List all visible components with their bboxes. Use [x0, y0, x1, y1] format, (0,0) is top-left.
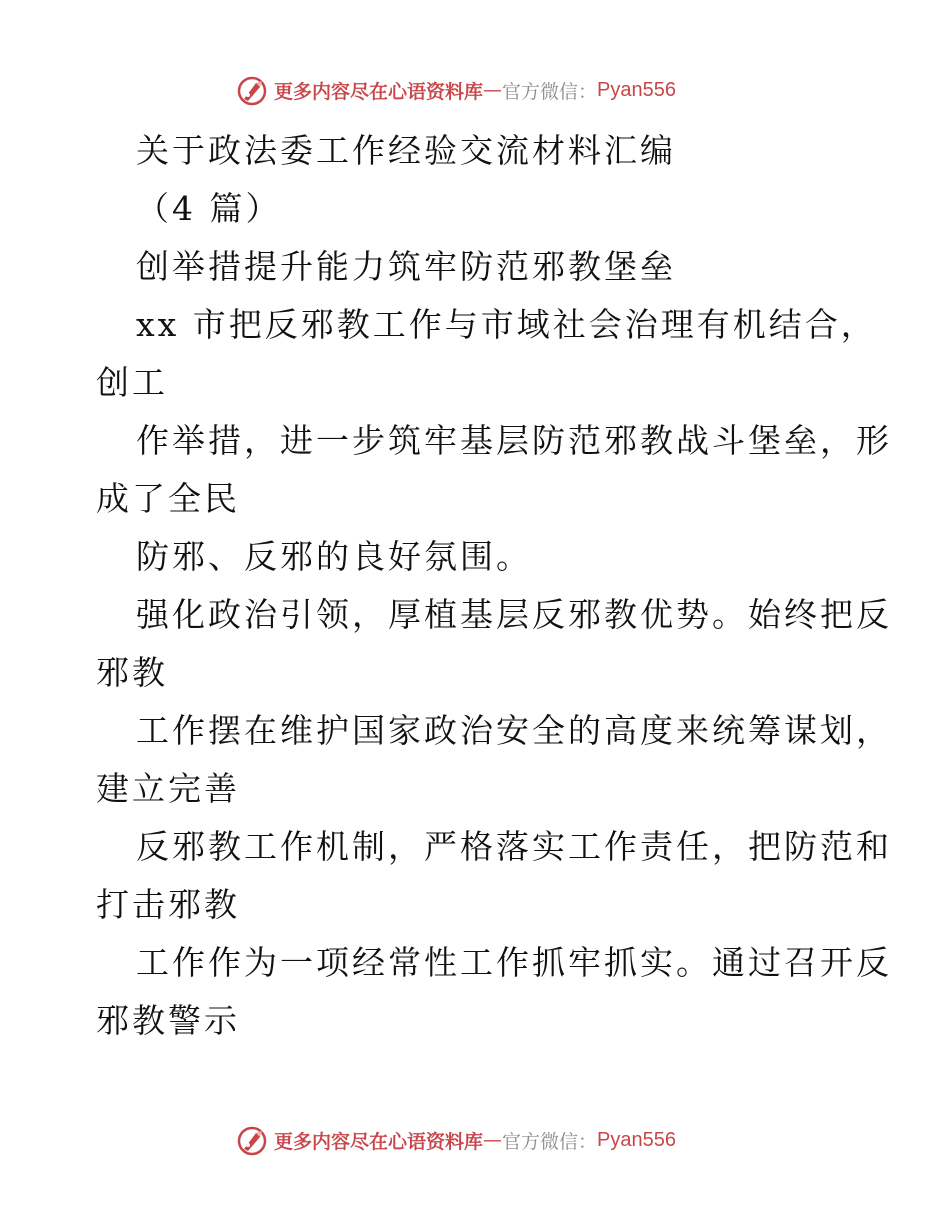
document-line: （4 篇） — [136, 189, 282, 228]
header-site-text: 更多内容尽在心语资料库 — [274, 80, 484, 103]
header-dash: — — [483, 79, 503, 101]
document-line: 工作摆在维护国家政治安全的高度来统筹谋划， — [136, 711, 892, 750]
document-line: 建立完善 — [96, 769, 240, 808]
header-wechat-id: Pyan556 — [597, 78, 676, 101]
footer-dash: — — [483, 1129, 503, 1151]
document-line: 工作作为一项经常性工作抓牢抓实。通过召开反 — [136, 943, 892, 982]
footer-site-text: 更多内容尽在心语资料库 — [274, 1130, 484, 1153]
header-wechat-label: 官方微信： — [502, 80, 598, 103]
footer-wechat-id: Pyan556 — [597, 1128, 676, 1151]
document-line: 邪教警示 — [96, 1001, 240, 1040]
document-line: xx 市把反邪教工作与市域社会治理有机结合， — [136, 305, 877, 344]
document-line: 创举措提升能力筑牢防范邪教堡垒 — [136, 247, 676, 286]
footer-banner — [236, 1122, 676, 1158]
footer-wechat-label: 官方微信： — [502, 1130, 598, 1153]
header-banner — [236, 72, 676, 108]
document-line: 关于政法委工作经验交流材料汇编 — [136, 131, 676, 170]
document-line: 反邪教工作机制，严格落实工作责任，把防范和 — [136, 827, 892, 866]
document-line: 作举措，进一步筑牢基层防范邪教战斗堡垒，形 — [136, 421, 892, 460]
pen-nib-logo-icon — [236, 1123, 270, 1157]
document-line: 强化政治引领，厚植基层反邪教优势。始终把反 — [136, 595, 892, 634]
document-line: 邪教 — [96, 653, 168, 692]
document-line: 创工 — [96, 363, 168, 402]
pen-nib-logo-icon — [236, 73, 270, 107]
document-line: 打击邪教 — [96, 885, 240, 924]
document-body — [96, 122, 892, 1050]
document-line: 成了全民 — [96, 479, 240, 518]
document-line: 防邪、反邪的良好氛围。 — [136, 537, 532, 576]
